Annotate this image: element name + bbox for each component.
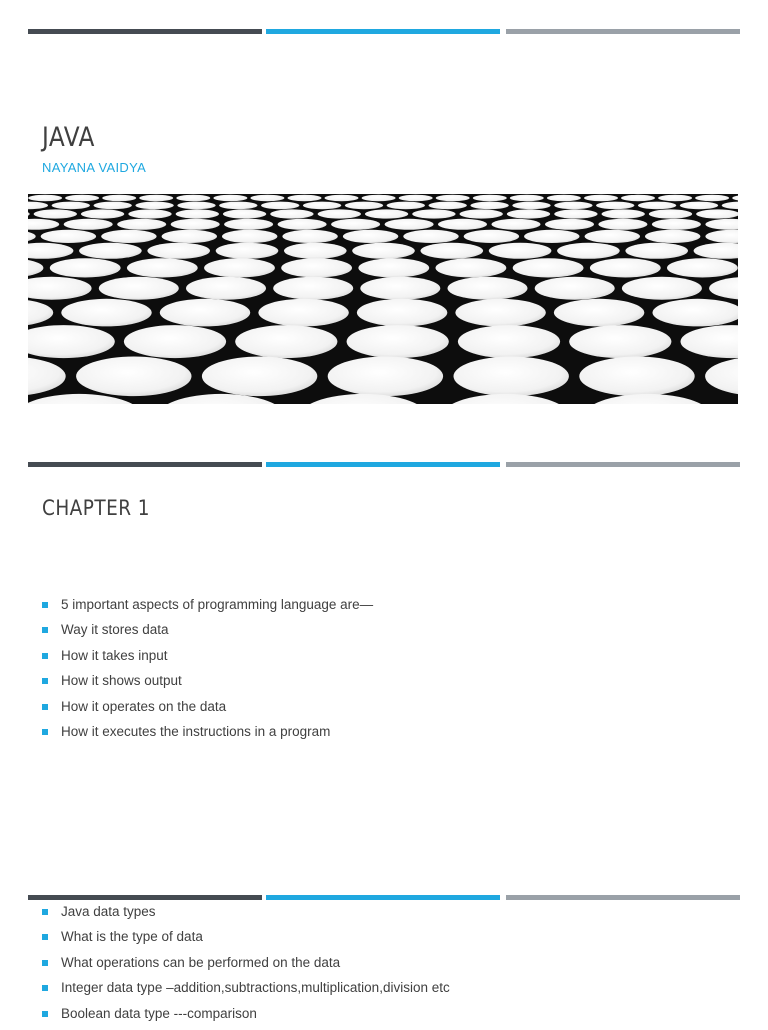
rule-segment-dark — [28, 895, 262, 900]
bullet-item — [42, 979, 450, 1004]
bullet-text: How it operates on the data — [61, 698, 227, 714]
slide2-bullet-list — [42, 596, 373, 748]
rule-segment-accent — [266, 29, 500, 34]
bullet-text: Boolean data type ---comparison — [61, 1005, 257, 1021]
bullet-item — [42, 672, 373, 697]
bullet-text: What is the type of data — [61, 929, 203, 945]
square-bullet-icon — [42, 678, 48, 684]
slide3-bullet-list — [42, 903, 450, 1030]
bullet-item — [42, 596, 373, 621]
bullet-item — [42, 621, 373, 646]
slide1-subtitle: NAYANA VAIDYA — [42, 160, 147, 175]
slide1-top-rule — [28, 29, 740, 34]
slide2-title: CHAPTER 1 — [42, 496, 150, 520]
square-bullet-icon — [42, 985, 48, 991]
bullet-text: How it shows output — [61, 673, 182, 689]
square-bullet-icon — [42, 704, 48, 710]
slide1-hero-image — [28, 194, 738, 404]
slide2-top-rule — [28, 462, 740, 467]
bullet-text: How it executes the instructions in a program — [61, 723, 331, 739]
bullet-item — [42, 954, 450, 979]
square-bullet-icon — [42, 729, 48, 735]
rule-segment-accent — [266, 462, 500, 467]
rule-segment-dark — [28, 462, 262, 467]
square-bullet-icon — [42, 602, 48, 608]
square-bullet-icon — [42, 653, 48, 659]
bullet-text: Integer data type –addition,subtractions,multiplication,division etc — [61, 980, 450, 996]
square-bullet-icon — [42, 1011, 48, 1017]
bullet-text: 5 important aspects of programming language are— — [61, 597, 374, 612]
rule-segment-grey — [506, 29, 740, 34]
rule-segment-dark — [28, 29, 262, 34]
rule-segment-accent — [266, 895, 500, 900]
square-bullet-icon — [42, 909, 48, 915]
square-bullet-icon — [42, 934, 48, 940]
rule-segment-grey — [506, 895, 740, 900]
slide3-top-rule — [28, 895, 740, 900]
bullet-item — [42, 1005, 450, 1030]
white-discs-image — [28, 194, 738, 404]
bullet-text: Java data types — [61, 904, 156, 919]
rule-segment-grey — [506, 462, 740, 467]
bullet-item — [42, 928, 450, 953]
bullet-item — [42, 698, 373, 723]
bullet-text: What operations can be performed on the data — [61, 954, 341, 970]
square-bullet-icon — [42, 627, 48, 633]
slide1-title: JAVA — [42, 122, 95, 153]
bullet-text: How it takes input — [61, 647, 168, 663]
bullet-text: Way it stores data — [61, 622, 169, 638]
bullet-item — [42, 647, 373, 672]
square-bullet-icon — [42, 960, 48, 966]
bullet-item — [42, 903, 450, 928]
bullet-item — [42, 723, 373, 748]
